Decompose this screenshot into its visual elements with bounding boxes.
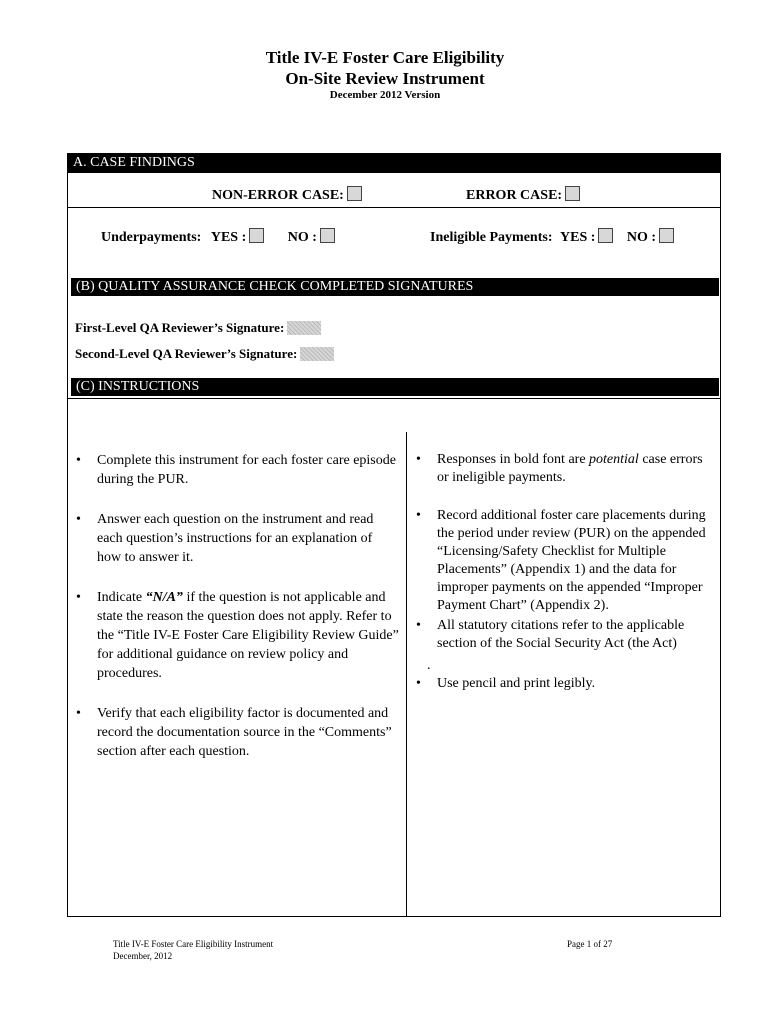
instruction-item: • Complete this instrument for each foster care episode during the PUR. (76, 453, 396, 487)
underpayments-no-label: NO : (287, 230, 317, 245)
error-case-label: ERROR CASE: (466, 188, 563, 203)
document-title: Title IV-E Foster Care Eligibility (265, 48, 505, 67)
second-level-signature-label: Second-Level QA Reviewer’s Signature: (75, 346, 298, 361)
ineligible-no-checkbox[interactable] (659, 228, 674, 243)
non-error-case-row (212, 186, 362, 204)
instruction-item: • All statutory citations refer to the applicable section of the Social Security Act (the Act) (416, 618, 685, 651)
footer-date: December, 2012 (113, 951, 173, 961)
first-level-signature-row (75, 320, 321, 336)
first-level-signature-label: First-Level QA Reviewer’s Signature: (75, 320, 285, 335)
document-subtitle: On-Site Review Instrument (285, 69, 485, 88)
bullet-icon: • (76, 453, 81, 468)
stray-period: . (427, 658, 431, 673)
column-divider (406, 432, 407, 917)
instruction-item: • Verify that each eligibility factor is documented and record the documentation source in the “Comments” section after each question. (76, 706, 392, 759)
instructions-left-column (69, 451, 399, 761)
instruction-item: • Record additional foster care placements during the period under review (PUR) on the appended “Licensing/Safety Checklist for Multiple Placements” (Appendix 1) and the data for improper payments on the appended “Improper Payment Chart” (Appendix 2). (416, 508, 706, 613)
error-case-checkbox[interactable] (565, 186, 580, 201)
bullet-icon: • (76, 706, 81, 721)
underpayments-row (101, 228, 335, 246)
instruction-item: • Responses in bold font are potential case errors or ineligible payments. (416, 452, 703, 485)
underpayments-yes-checkbox[interactable] (249, 228, 264, 243)
bullet-icon: • (416, 676, 421, 691)
second-level-signature-field[interactable] (300, 347, 334, 361)
instruction-item: • Use pencil and print legibly. (416, 676, 596, 691)
non-error-case-label: NON-ERROR CASE: (212, 188, 344, 203)
bullet-icon: • (416, 452, 421, 467)
first-level-signature-field[interactable] (287, 321, 321, 335)
footer-document-name: Title IV-E Foster Care Eligibility Instrument (113, 939, 274, 949)
ineligible-yes-checkbox[interactable] (598, 228, 613, 243)
section-c-heading: (C) INSTRUCTIONS (71, 378, 719, 396)
bullet-icon: • (416, 618, 421, 633)
ineligible-yes-label: YES : (560, 230, 596, 245)
underpayments-label: Underpayments: (101, 230, 202, 245)
instructions-right-column (409, 451, 715, 693)
bullet-icon: • (416, 508, 421, 523)
ineligible-payments-row (430, 228, 674, 246)
section-a-divider (68, 207, 720, 208)
ineligible-no-label: NO : (626, 230, 657, 245)
ineligible-payments-label: Ineligible Payments: (430, 230, 553, 245)
bullet-icon: • (76, 590, 81, 605)
bullet-icon: • (76, 512, 81, 527)
section-b-heading: (B) QUALITY ASSURANCE CHECK COMPLETED SIGNATURES (71, 278, 719, 296)
non-error-case-checkbox[interactable] (347, 186, 362, 201)
second-level-signature-row (75, 346, 334, 362)
section-c-divider (68, 398, 720, 399)
footer-left (113, 938, 273, 962)
footer-page-number: Page 1 of 27 (567, 939, 613, 949)
document-version: December 2012 Version (329, 89, 441, 101)
instruction-item: • Indicate “N/A” if the question is not applicable and state the reason the question does not apply. Refer to the “Title IV-E Foster Care Eligibility Review Guide” for additional guidance on review policy and procedures. (76, 590, 399, 681)
underpayments-no-checkbox[interactable] (320, 228, 335, 243)
error-case-row (466, 186, 580, 204)
underpayments-yes-label: YES : (210, 230, 247, 245)
instruction-item: • Answer each question on the instrument and read each question’s instructions for an explanation of how to answer it. (76, 512, 374, 565)
section-a-heading: A. CASE FINDINGS (68, 154, 720, 173)
